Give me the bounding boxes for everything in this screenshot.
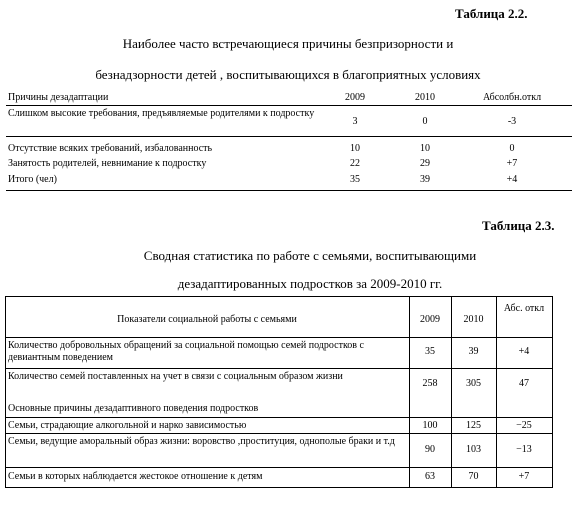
table2-title-line1: Сводная статистика по работе с семьями, воспитывающими [143,248,477,263]
table2-right-border [552,296,553,488]
table1-bottom-rule [6,190,572,191]
table2-row2-deviation: 47 [519,378,529,389]
table1-row4-2009: 35 [350,174,360,185]
table2-row6-2010: 70 [468,471,479,482]
table1-row2-deviation: 0 [509,143,515,154]
table2-row6-2009: 63 [425,471,435,482]
table2-row2-indicator: Количество семей поставленных на учет в связи с социальным образом жизни [8,371,343,382]
table1-row4-2010: 39 [420,174,430,185]
table1-header-2010: 2010 [415,92,435,103]
table2-row1-2009: 35 [425,346,435,357]
table2-row6-indicator: Семьи в которых наблюдается жестокое отношение к детям [8,471,263,482]
table1-row1-2009: 3 [352,116,358,127]
table1-header-reason: Причины дезадаптации [8,92,109,103]
table1-row3-reason: Занятость родителей, невнимание к подростку [8,158,207,169]
table2-row5-2010: 103 [466,444,481,455]
table1-row3-2010: 29 [420,158,430,169]
table2-bottom-rule [5,487,553,488]
table2-row5-indicator: Семьи, ведущие аморальный образ жизни: воровство ,проституция, однополые браки и т.д [8,436,395,447]
table1-row1-rule [6,136,572,137]
table1-row2-2010: 10 [420,143,430,154]
table2-header-deviation: Абс. откл [503,303,545,314]
table2-row1-2010: 39 [468,346,479,357]
table1-row1-2010: 0 [422,116,428,127]
table1-caption: Таблица 2.2. [455,6,528,21]
table2-row4-2009: 100 [422,420,438,431]
table2-header-2009: 2009 [420,314,440,325]
table1-header-2009: 2009 [345,92,365,103]
table1-header-deviation: Абсолбн.откл [482,92,542,103]
table2-caption: Таблица 2.3. [482,218,555,233]
table2-row4-deviation: −25 [516,420,532,431]
table1-header-rule [6,105,572,106]
table1-row1-reason: Слишком высокие требования, предъявляемые родителями к подростку [8,108,315,119]
table1-row1-deviation: -3 [507,116,517,127]
table1-title-line1: Наиболее часто встречающиеся причины безпризорности и [122,36,454,51]
table2-row2-2009: 258 [422,378,438,389]
table1-row3-deviation: +7 [506,158,518,169]
table2-header-2010: 2010 [463,314,484,325]
table1-row3-2009: 22 [350,158,360,169]
table1-row2-reason: Отсутствие всяких требований, избалованность [8,143,213,154]
table2-row4-2010: 125 [466,420,481,431]
table2-header-indicator: Показатели социальной работы с семьями [117,314,297,325]
table2-top-rule [5,296,553,297]
table2-row5-deviation: −13 [516,444,532,455]
table1-row4-reason: Итого (чел) [8,174,57,185]
table2-row1-rule [5,368,553,369]
table2-col-divider-3 [496,296,497,488]
table2-row3-rule [5,417,553,418]
table2-row1-deviation: +4 [518,346,530,357]
table2-row3-indicator: Основные причины дезадаптивного поведения подростков [8,403,259,414]
table2-row1-indicator: Количество добровольных обращений за социальной помощью семей подростков с девиантным поведением [8,340,364,363]
table2-row5-2009: 90 [425,444,435,455]
table1-title-line2: безнадзорности детей , воспитывающихся в благоприятных условиях [95,67,481,82]
table2-row4-indicator: Семьи, страдающие алкогольной и нарко зависимостью [8,420,247,431]
table1-row2-2009: 10 [350,143,360,154]
table2-row5-rule [5,467,553,468]
table2-row2-2010: 305 [466,378,481,389]
table2-row4-rule [5,433,553,434]
table2-title-line2: дезадаптированных подростков за 2009-2010 гг. [177,276,443,291]
table1-row4-deviation: +4 [506,174,518,185]
table2-row6-deviation: +7 [518,471,530,482]
table2-header-rule [5,337,553,338]
